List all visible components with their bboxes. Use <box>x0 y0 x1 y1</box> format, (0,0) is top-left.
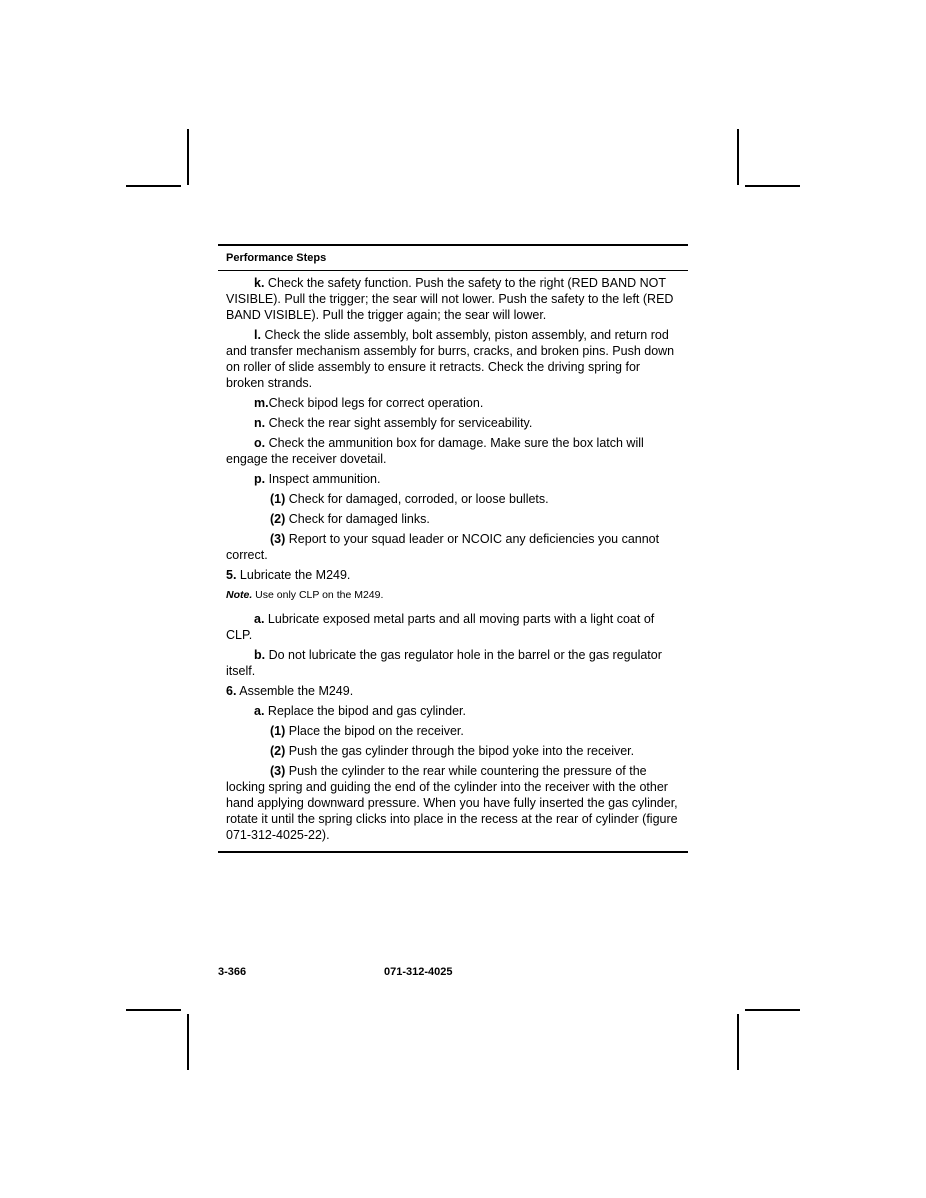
note <box>226 587 680 603</box>
crop-mark-top-right-vertical <box>737 129 739 185</box>
step-label: m. <box>254 396 269 410</box>
step-text: Check the safety function. Push the safety to the right (RED BAND NOT VISIBLE). Pull the trigger; the sear will not lower. Push the safety to the left (RED BAND VISIBLE). Pull the trigger again; the sear will lower. <box>226 276 674 322</box>
crop-mark-bottom-left-vertical <box>187 1014 189 1070</box>
bottom-rule <box>218 851 688 853</box>
step-6-a-2 <box>226 743 680 759</box>
step-label: p. <box>254 472 266 486</box>
note-text: Use only CLP on the M249. <box>255 589 384 601</box>
step-text: Check the slide assembly, bolt assembly, piston assembly, and return rod and transfer mechanism assembly for burrs, cracks, and broken pins. Push down on roller of slide assembly to ensure it retracts. Check the driving spring for broken strands. <box>226 328 675 390</box>
performance-steps-section <box>218 244 688 853</box>
step-label: 6. <box>226 684 237 698</box>
page-number: 3-366 <box>218 966 247 978</box>
step-text: Check for damaged links. <box>288 512 430 526</box>
step-label: (2) <box>270 744 286 758</box>
step-label: a. <box>254 704 265 718</box>
step-label: n. <box>254 416 266 430</box>
step-text: Place the bipod on the receiver. <box>288 724 464 738</box>
step-5 <box>226 567 680 583</box>
step-label: (2) <box>270 512 286 526</box>
step-k <box>226 275 680 323</box>
step-p-2 <box>226 511 680 527</box>
step-label: k. <box>254 276 265 290</box>
step-label: l. <box>254 328 261 342</box>
step-text: Lubricate exposed metal parts and all moving parts with a light coat of CLP. <box>226 612 655 642</box>
crop-mark-top-right-horizontal <box>745 185 800 187</box>
crop-mark-top-left-vertical <box>187 129 189 185</box>
step-text: Lubricate the M249. <box>239 568 351 582</box>
step-text: Push the gas cylinder through the bipod yoke into the receiver. <box>288 744 635 758</box>
section-header: Performance Steps <box>226 252 327 264</box>
step-text: Report to your squad leader or NCOIC any deficiencies you cannot correct. <box>226 532 660 562</box>
step-label: o. <box>254 436 266 450</box>
step-6-a <box>226 703 680 719</box>
step-label: (3) <box>270 764 286 778</box>
step-5-b <box>226 647 680 679</box>
crop-mark-top-left-horizontal <box>126 185 181 187</box>
step-label: a. <box>254 612 265 626</box>
step-text: Assemble the M249. <box>239 684 354 698</box>
note-label: Note. <box>226 589 253 601</box>
step-p <box>226 471 680 487</box>
step-6-a-1 <box>226 723 680 739</box>
crop-mark-bottom-right-horizontal <box>745 1009 800 1011</box>
step-text: Check the rear sight assembly for serviceability. <box>268 416 533 430</box>
step-6 <box>226 683 680 699</box>
crop-mark-bottom-right-vertical <box>737 1014 739 1070</box>
step-p-3 <box>226 531 680 563</box>
step-p-1 <box>226 491 680 507</box>
step-text: Check bipod legs for correct operation. <box>268 396 484 410</box>
step-label: b. <box>254 648 266 662</box>
crop-mark-bottom-left-horizontal <box>126 1009 181 1011</box>
task-number: 071-312-4025 <box>384 966 453 978</box>
step-label: 5. <box>226 568 237 582</box>
step-text: Check the ammunition box for damage. Make sure the box latch will engage the receiver dovetail. <box>226 436 644 466</box>
step-text: Inspect ammunition. <box>268 472 381 486</box>
step-n <box>226 415 680 431</box>
step-label: (1) <box>270 724 286 738</box>
step-6-a-3 <box>226 763 680 843</box>
step-text: Check for damaged, corroded, or loose bullets. <box>288 492 549 506</box>
step-m <box>226 395 680 411</box>
step-text: Replace the bipod and gas cylinder. <box>267 704 466 718</box>
step-5-a <box>226 611 680 643</box>
step-text: Push the cylinder to the rear while countering the pressure of the locking spring and guiding the end of the cylinder into the receiver with the other hand applying downward pressure. When you have fully inserted the gas cylinder, rotate it until the spring clicks into place in the recess at the rear of cylinder (figure 071-312-4025-22). <box>226 764 678 842</box>
step-label: (3) <box>270 532 286 546</box>
step-o <box>226 435 680 467</box>
step-label: (1) <box>270 492 286 506</box>
step-text: Do not lubricate the gas regulator hole in the barrel or the gas regulator itself. <box>226 648 662 678</box>
step-l <box>226 327 680 391</box>
steps-body <box>218 271 688 849</box>
